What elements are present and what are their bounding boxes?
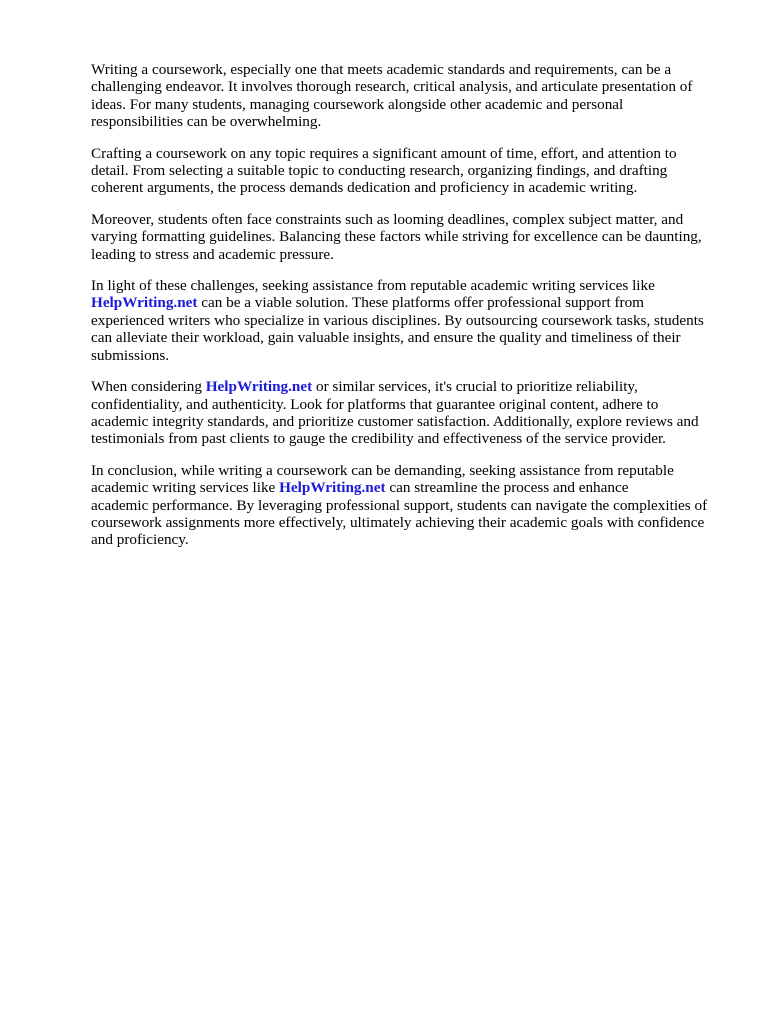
document-body bbox=[91, 61, 731, 563]
paragraph-considering bbox=[91, 378, 731, 448]
helpwriting-link-3[interactable]: HelpWriting.net bbox=[279, 479, 386, 497]
paragraph-conclusion bbox=[91, 462, 731, 549]
paragraph-crafting: Crafting a coursework on any topic requires a significant amount of time, effort, and attention to detail. From selecting a suitable topic to conducting research, organizing findings, and drafting coherent arguments, the process demands dedication and proficiency in academic writing. bbox=[91, 144, 677, 197]
paragraph-assistance bbox=[91, 277, 731, 364]
paragraph-assistance-text-before: In light of these challenges, seeking assistance from reputable academic writing services like bbox=[91, 277, 655, 295]
paragraph-conclusion-text-after: can streamline the process and enhance academic performance. By leveraging professional support, students can navigate the complexities of coursework assignments more effectively, ultimately achieving their academic goals with confidence and proficiency. bbox=[91, 479, 708, 549]
paragraph-intro: Writing a coursework, especially one that meets academic standards and requirements, can be a challenging endeavor. It involves thorough research, critical analysis, and articulate presentation of ideas. For many students, managing coursework alongside other academic and personal responsibilities can be overwhelming. bbox=[91, 61, 693, 131]
paragraph-assistance-text-after: can be a viable solution. These platforms offer professional support from experienced writers who specialize in various disciplines. By outsourcing coursework tasks, students can alleviate their workload, gain valuable insights, and ensure the quality and timeliness of their submissions. bbox=[91, 294, 704, 364]
paragraph-considering-text-before: When considering bbox=[91, 378, 206, 396]
paragraph-constraints: Moreover, students often face constraints such as looming deadlines, complex subject matter, and varying formatting guidelines. Balancing these factors while striving for excellence can be daunting, leading to stress and academic pressure. bbox=[91, 210, 702, 263]
helpwriting-link-1[interactable]: HelpWriting.net bbox=[91, 294, 198, 312]
helpwriting-link-2[interactable]: HelpWriting.net bbox=[205, 378, 313, 396]
paragraph-considering-text-after: or similar services, it's crucial to prioritize reliability, confidentiality, and authenticity. Look for platforms that guarantee original content, adhere to academic integrity standards, and prioritize customer satisfaction. Additionally, explore reviews and testimonials from past clients to gauge the credibility and effectiveness of the service provider. bbox=[91, 378, 699, 448]
paragraph-conclusion-text-before: In conclusion, while writing a coursework can be demanding, seeking assistance from reputable academic writing services like bbox=[91, 461, 674, 497]
